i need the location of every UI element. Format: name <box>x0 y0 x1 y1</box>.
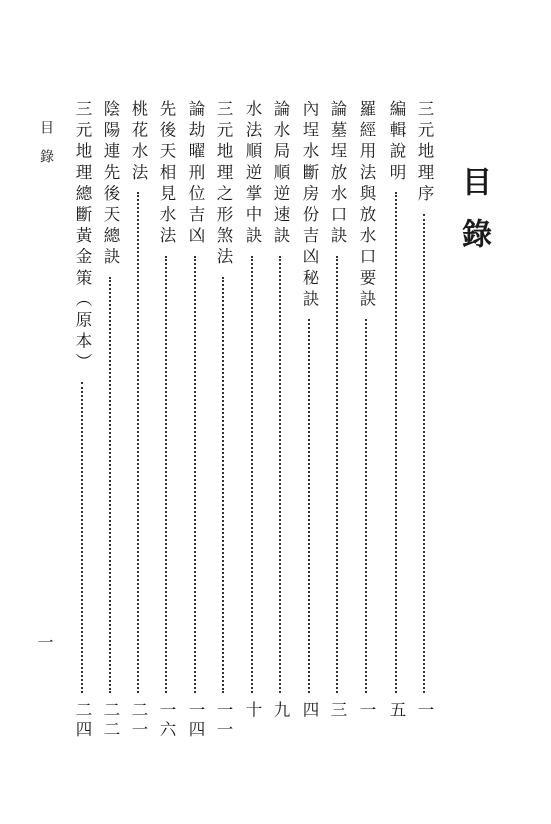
dot-leader <box>109 277 111 693</box>
toc-entry[interactable] <box>127 100 149 740</box>
dot-leader <box>395 192 397 693</box>
toc-entry[interactable] <box>184 100 206 740</box>
toc-entry-page: 一六 <box>157 701 176 740</box>
dot-leader <box>165 256 167 693</box>
toc-entry[interactable] <box>269 100 291 740</box>
toc-entry-page: 十 <box>243 701 262 721</box>
toc-entry-title: 三元地理之形煞法 <box>214 100 233 269</box>
page-number: 一 <box>35 634 54 650</box>
dot-leader <box>194 256 196 693</box>
toc-entry[interactable] <box>298 100 320 740</box>
dot-leader <box>251 256 253 693</box>
page-title: 目錄 <box>456 166 491 270</box>
toc-entry-page: 一一 <box>214 701 233 740</box>
toc-entry-page: 五 <box>387 701 406 721</box>
toc-entry[interactable] <box>413 100 435 740</box>
toc-entry-page: 一四 <box>186 701 205 740</box>
running-title: 目錄 <box>38 120 54 178</box>
toc-entry-title: 論劫曜刑位吉凶 <box>186 100 205 248</box>
toc-entry-page: 四 <box>300 701 319 721</box>
toc-entry-page: 一 <box>415 701 434 721</box>
toc-entry-page: 二二 <box>101 701 120 740</box>
toc-entry[interactable] <box>385 100 407 740</box>
toc-entry-title: 桃花水法 <box>129 100 148 185</box>
toc-entry[interactable] <box>326 100 348 740</box>
toc-entry[interactable] <box>155 100 177 740</box>
toc-entry-page: 二四 <box>73 701 92 740</box>
toc-entry-title: 編輯說明 <box>387 100 406 185</box>
toc-entry-title: 論墓埕放水口訣 <box>328 100 347 248</box>
toc-entry[interactable] <box>355 100 377 740</box>
toc-entry-title: 羅經用法與放水口要訣 <box>357 100 376 311</box>
dot-leader <box>365 319 367 693</box>
dot-leader <box>308 319 310 693</box>
toc-entry-title: 陰陽連先後天總訣 <box>101 100 120 269</box>
toc-entry-title: 三元地理總斷黃金策（原本） <box>73 100 92 375</box>
toc-entry-title: 三元地理序 <box>415 100 434 206</box>
dot-leader <box>137 192 139 693</box>
toc-entry-page: 一 <box>357 701 376 721</box>
toc-entry-title: 論水局順逆速訣 <box>271 100 290 248</box>
dot-leader <box>336 256 338 693</box>
toc-entry-page: 三 <box>328 701 347 721</box>
dot-leader <box>222 277 224 693</box>
toc-entry-title: 先後天相見水法 <box>157 100 176 248</box>
dot-leader <box>423 214 425 693</box>
toc-entry-title: 水法順逆掌中訣 <box>243 100 262 248</box>
toc-entry-page: 二一 <box>129 701 148 740</box>
toc-entry[interactable] <box>99 100 121 740</box>
toc-entry-page: 九 <box>271 701 290 721</box>
dot-leader <box>279 256 281 693</box>
dot-leader <box>81 382 83 693</box>
toc-entry[interactable] <box>71 100 93 740</box>
toc-entry[interactable] <box>212 100 234 740</box>
toc-entry[interactable] <box>241 100 263 740</box>
toc-entry-title: 內埕水斷房份吉凶秘訣 <box>300 100 319 311</box>
